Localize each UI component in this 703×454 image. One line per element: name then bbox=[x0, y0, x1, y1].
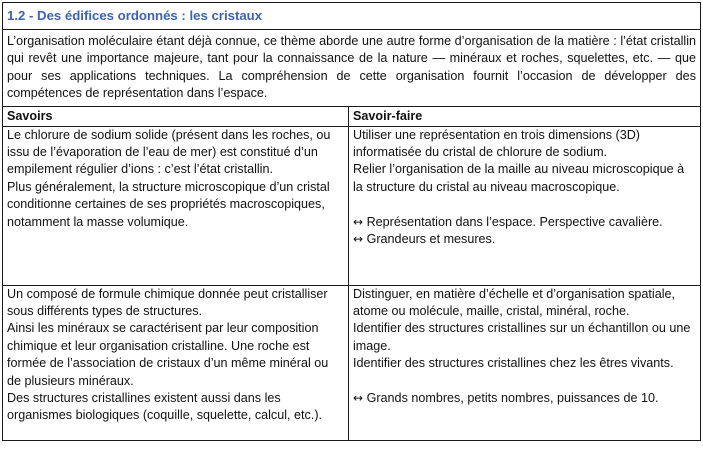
savoirs-cell bbox=[3, 126, 349, 285]
savoirs-cell bbox=[3, 285, 349, 440]
spacer bbox=[353, 196, 696, 213]
savoir-faire-cell bbox=[349, 285, 701, 440]
savoir-faire-paragraph: Identifier des structures cristallines sur un échantillon ou une image. bbox=[353, 321, 691, 353]
link-item bbox=[353, 214, 696, 231]
savoirs-paragraph: Ainsi les minéraux se caractérisent par leur composition chimique et leur organisation cristalline. Une roche est formée de l’association de cristaux d’un même minéral ou de plusieurs minéraux. bbox=[7, 321, 329, 388]
double-arrow-icon: ↔ bbox=[353, 232, 364, 247]
link-item bbox=[353, 390, 696, 407]
table-row bbox=[3, 285, 701, 440]
savoirs-paragraph: Des structures cristallines existent aussi dans les organismes biologiques (coquille, squelette, calcul, etc.). bbox=[7, 391, 323, 423]
link-text: Grandeurs et mesures. bbox=[366, 232, 496, 247]
savoir-faire-paragraph: Utiliser une représentation en trois dimensions (3D) informatisée du cristal de chlorure de sodium. bbox=[353, 127, 640, 160]
savoir-faire-paragraph: Identifier des structures cristallines chez les êtres vivants. bbox=[353, 356, 674, 371]
intro-paragraph: L’organisation moléculaire étant déjà connue, ce thème aborde une autre forme d’organisation de la matière : l’état cristallin qui revêt une importance majeure, tant pour la connaissance de la nature — minéraux et roches, squelettes, etc. — que pour ses applications techniques. La compréhension de cette organisation fournit l’occasion de développer des compétences de représentation dans l’espace. bbox=[7, 34, 696, 101]
double-arrow-icon: ↔ bbox=[353, 214, 364, 229]
intro-cell bbox=[3, 30, 701, 107]
savoir-faire-cell bbox=[349, 126, 701, 285]
section-title: 1.2 - Des édifices ordonnés : les cristaux bbox=[3, 3, 701, 30]
header-row bbox=[3, 106, 701, 126]
intro-row bbox=[3, 30, 701, 107]
link-text: Grands nombres, petits nombres, puissances de 10. bbox=[366, 391, 659, 406]
spacer bbox=[353, 373, 696, 390]
header-savoir-faire: Savoir-faire bbox=[349, 106, 701, 126]
curriculum-table bbox=[2, 2, 701, 441]
savoir-faire-paragraph: Distinguer, en matière d’échelle et d’organisation spatiale, atome ou molécule, maille, cristal, minéral, roche. bbox=[353, 286, 676, 319]
savoirs-paragraph: Le chlorure de sodium solide (présent dans les roches, ou issu de l’évaporation de l’eau de mer) est constitué d’un empilement régulier d’ions : c’est l’état cristallin. bbox=[7, 127, 331, 177]
table-row bbox=[3, 126, 701, 285]
savoir-faire-paragraph: Relier l’organisation de la maille au niveau microscopique à la structure du cristal au niveau macroscopique. bbox=[353, 162, 685, 194]
header-savoirs: Savoirs bbox=[3, 106, 349, 126]
savoirs-paragraph: Plus généralement, la structure microscopique d’un cristal conditionne certaines de ses propriétés macroscopiques, notamment la masse volumique. bbox=[7, 179, 330, 229]
link-text: Représentation dans l’espace. Perspective cavalière. bbox=[366, 214, 663, 229]
double-arrow-icon: ↔ bbox=[353, 391, 364, 406]
link-item bbox=[353, 231, 696, 248]
savoirs-paragraph: Un composé de formule chimique donnée peut cristalliser sous différents types de structures. bbox=[7, 286, 328, 319]
section-title-row bbox=[3, 3, 701, 30]
